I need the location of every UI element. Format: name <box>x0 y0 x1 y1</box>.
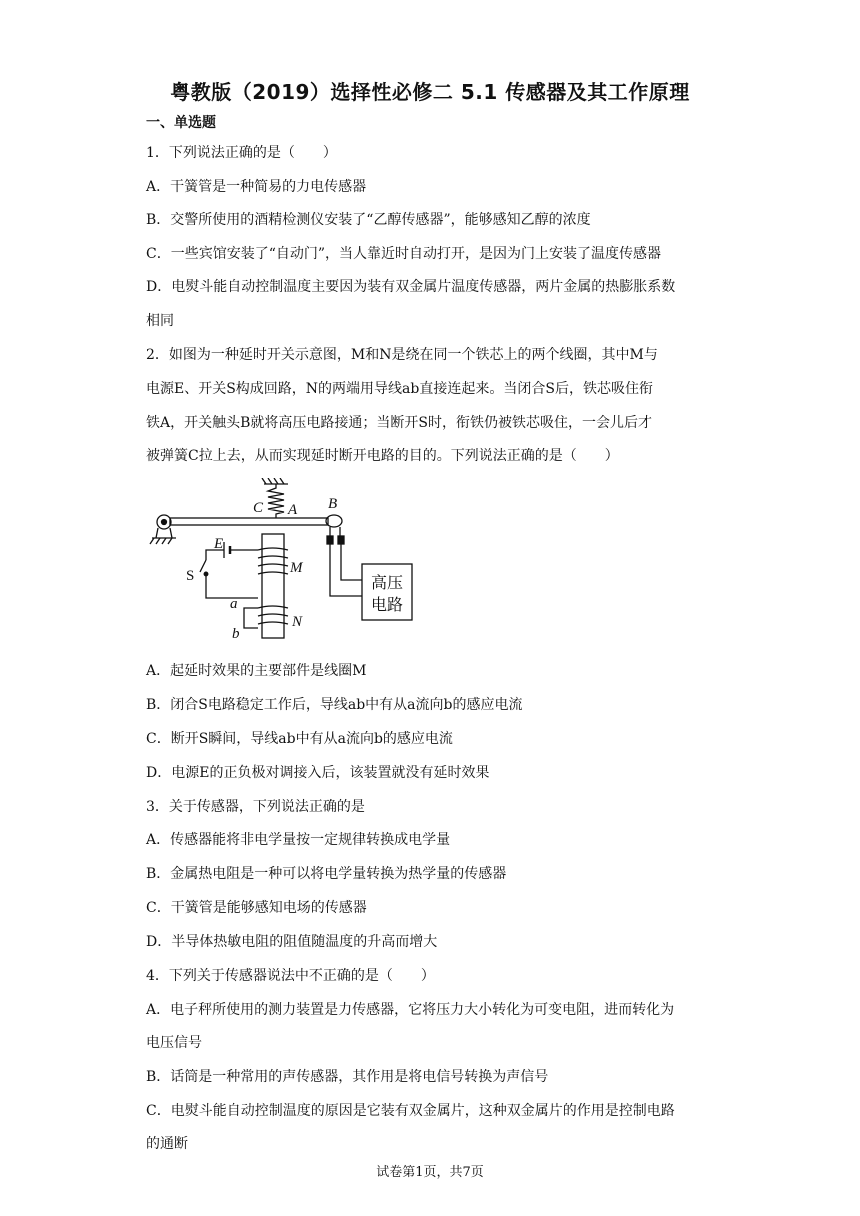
label-a: A <box>288 502 298 518</box>
q1-option-c: C．一些宾馆安装了“自动门”，当人靠近时自动打开，是因为门上安装了温度传感器 <box>146 246 662 262</box>
armature-bar <box>170 518 328 525</box>
wire-ab <box>244 608 258 628</box>
q1-option-d-cont: 相同 <box>146 313 174 329</box>
q1-stem: 1．下列说法正确的是（ ） <box>146 145 337 161</box>
box-label-line2: 电路 <box>371 597 404 614</box>
spring-c <box>268 484 284 518</box>
q1-option-a: A．干簧管是一种简易的力电传感器 <box>146 179 367 195</box>
q2-stem-line3: 铁A，开关触头B就将高压电路接通；当断开S时，衔铁仍被铁芯吸住，一会儿后才 <box>146 415 652 431</box>
switch-s-blade <box>200 560 206 572</box>
delay-switch-diagram <box>146 478 426 644</box>
q2-option-c: C．断开S瞬间，导线ab中有从a流向b的感应电流 <box>146 731 453 747</box>
label-c: C <box>253 500 264 516</box>
q2-option-d: D．电源E的正负极对调接入后，该装置就没有延时效果 <box>146 765 490 781</box>
label-m: M <box>290 560 303 576</box>
q2-stem-line4: 被弹簧C拉上去，从而实现延时断开电路的目的。下列说法正确的是（ ） <box>146 448 619 464</box>
q2-option-b: B．闭合S电路稳定工作后，导线ab中有从a流向b的感应电流 <box>146 697 523 713</box>
q4-stem: 4．下列关于传感器说法中不正确的是（ ） <box>146 968 435 984</box>
q1-option-b: B．交警所使用的酒精检测仪安装了“乙醇传感器”，能够感知乙醇的浓度 <box>146 212 591 228</box>
wire-hv-1 <box>330 544 362 596</box>
wire-hv-2 <box>341 544 362 580</box>
label-b-wire: b <box>232 626 240 642</box>
q3-stem: 3．关于传感器，下列说法正确的是 <box>146 799 365 815</box>
q3-option-b: B．金属热电阻是一种可以将电学量转换为热学量的传感器 <box>146 866 507 882</box>
q2-stem-line2: 电源E、开关S构成回路，N的两端用导线ab直接连起来。当闭合S后，铁芯吸住衔 <box>146 381 653 397</box>
q3-option-a: A．传感器能将非电学量按一定规律转换成电学量 <box>146 832 451 848</box>
q4-option-c-cont: 的通断 <box>146 1136 188 1152</box>
q3-option-c: C．干簧管是能够感知电场的传感器 <box>146 900 367 916</box>
q3-option-d: D．半导体热敏电阻的阻值随温度的升高而增大 <box>146 934 438 950</box>
label-s: S <box>186 568 195 584</box>
section-heading: 一、单选题 <box>146 115 216 131</box>
label-b: B <box>328 496 338 512</box>
label-n: N <box>292 614 303 630</box>
wire-m-bottom <box>206 576 258 598</box>
label-e: E <box>214 536 224 552</box>
pivot-center <box>162 520 167 525</box>
q2-option-a: A．起延时效果的主要部件是线圈M <box>146 663 367 679</box>
label-a-wire: a <box>230 596 238 612</box>
q4-option-a-cont: 电压信号 <box>146 1035 202 1051</box>
page-footer: 试卷第1页，共7页 <box>376 1165 484 1180</box>
q2-stem-line1: 2．如图为一种延时开关示意图，M和N是绕在同一个铁芯上的两个线圈，其中M与 <box>146 347 658 363</box>
q4-option-b: B．话筒是一种常用的声传感器，其作用是将电信号转换为声信号 <box>146 1069 549 1085</box>
circuit-figure <box>146 478 426 644</box>
q4-option-c: C．电熨斗能自动控制温度的原因是它装有双金属片，这种双金属片的作用是控制电路 <box>146 1103 675 1119</box>
q1-option-d: D．电熨斗能自动控制温度主要因为装有双金属片温度传感器，两片金属的热膨胀系数 <box>146 279 676 295</box>
q4-option-a: A．电子秤所使用的测力装置是力传感器，它将压力大小转化为可变电阻，进而转化为 <box>146 1002 675 1018</box>
page-title: 粤教版（2019）选择性必修二 5.1 传感器及其工作原理 <box>170 80 690 104</box>
box-label-line1: 高压 <box>371 575 404 592</box>
